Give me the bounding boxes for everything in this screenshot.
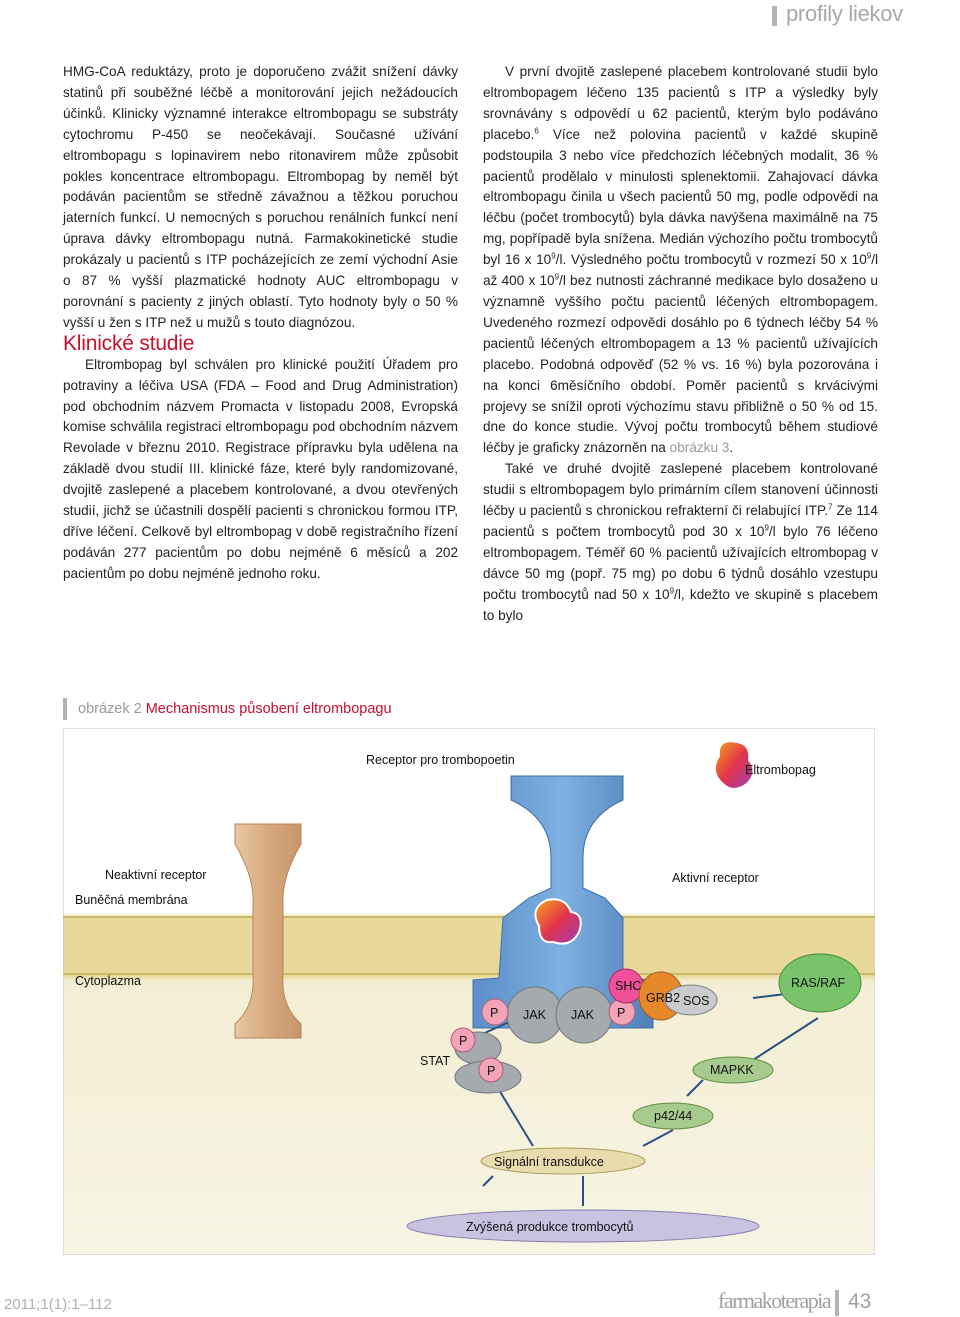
- header-bar: [772, 6, 777, 26]
- sos-label: SOS: [683, 994, 710, 1008]
- mechanism-diagram: [63, 728, 875, 1255]
- receptor-label: Receptor pro trombopoetin: [366, 753, 515, 767]
- stat-label: STAT: [420, 1054, 451, 1068]
- membrane-label: Buněčná membrána: [75, 893, 188, 907]
- reference: 6: [534, 126, 539, 136]
- output-label: Zvýšená produkce trombocytů: [466, 1220, 634, 1234]
- phospho-label: P: [487, 1064, 496, 1078]
- figure-reference[interactable]: obrázku 3: [669, 440, 730, 456]
- active-receptor-label: Aktivní receptor: [672, 871, 759, 885]
- eltrombopag-label: Eltrombopag: [745, 763, 816, 777]
- cytoplasm-label: Cytoplazma: [75, 974, 141, 988]
- inactive-receptor-label: Neaktivní receptor: [105, 868, 207, 882]
- figure-bar: [63, 698, 67, 720]
- jak-label: JAK: [571, 1008, 594, 1022]
- page-number: 43: [848, 1290, 872, 1313]
- paragraph: V první dvojitě zaslepené placebem kontrolované studii bylo eltrombopagem léčeno 135 pacientů s ITP a výsledky byly srovnávány s odpovědí u 62 pacientů, kterým bylo podáváno placebo.$^6$ Více než polovina pacientů v každé skupině podstoupila 3 nebo více předchozích léčebných modalit, 36 % pacientů prodělalo v minulosti splenektomii. Zahajovací dávka eltrombopagu činila u všech pacientů 50 mg, podle odpovědi na léčbu (počet trombocytů) byla dávka navýšena maximálně na 75 mg, popřípadě byla snížena. Medián výchozího počtu trombocytů byl 16 x $10^9/l$. Výsledného počtu trombocytů v rozmezí 50 x $10^9/l$ až 400 x $10^9/l$ bez nutnosti záchranné medikace bylo dosaženo u významně vyššího počtu pacientů léčených eltrombopagem. Uvedeného rozmezí odpovědi dosáhlo po 6 týdnech léčby 54 % pacientů léčených eltrombopagem a 13 % pacientů užívajících placebo. Podobná odpověď (52 % vs. 16 %) byla pozorována i na konci 6měsíčního období. Poměr pacientů s krvácivými projevy se snížil oproti výchozímu stavu přibližně o 50 % od 15. dne do konce studie. Vývoj počtu trombocytů během studiové léčby je graficky znázorněn na obrázku 3.: [483, 64, 879, 456]
- section-title: profily liekov: [786, 1, 903, 26]
- paragraph: HMG-CoA reduktázy, proto je doporučeno zvážit snížení dávky statinů při souběžné léčbě a monitorování jejich nežádoucích účinků. Klinicky významné interakce eltrombopagu se substráty cytochromu P-450 se neočekávají. Současné užívání eltrombopagu s lopinavirem nebo ritonavirem může způsobit pokles koncentrace eltrombopagu. Eltrombopag by neměl být podáván pacientům se středně závažnou a těžkou poruchou jaterních funkcí. U nemocných s poruchou renálních funkcí není úprava dávky eltrombopagu nutná. Farmakokinetické studie prokázaly u pacientů s ITP pocházejících ze zemí východní Asie o 87 % vyšší plazmatické hodnoty AUC eltrombopagu v porovnání s pacienty z jiných oblastí. Tyto hodnoty byly o 50 % vyšší u žen s ITP než u mužů s touto diagnózou.: [63, 64, 458, 330]
- paragraph: Také ve druhé dvojitě zaslepené placebem kontrolované studii s eltrombopagem bylo primárním cílem stanovení účinnosti léčby u pacientů s chronickou refrakterní či relabující ITP.$^7$ Ze 114 pacientů s počtem trombocytů pod 30 x $10^9/l$ bylo 76 léčeno eltrombopagem. Téměř 60 % pacientů užívajících eltrombopag v dávce 50 mg (popř. 75 mg) po dobu 6 týdnů dosáhlo vzestupu počtu trombocytů nad 50 x $10^9/l$, kdežto ve skupině s placebem to bylo: [483, 461, 878, 623]
- figure-caption: [78, 701, 392, 717]
- p4244-label: p42/44: [654, 1109, 693, 1123]
- signal-transduction-label: Signální transdukce: [494, 1155, 604, 1169]
- footer-bar: [835, 1290, 839, 1316]
- reference: 7: [828, 502, 833, 512]
- shc-label: SHC: [615, 979, 642, 993]
- phospho-label: P: [459, 1034, 468, 1048]
- section-heading: Klinické studie: [63, 331, 195, 355]
- diagram-background: [63, 728, 875, 1255]
- mapkk-label: MAPKK: [710, 1063, 754, 1077]
- citation: 2011;1(1):1–112: [4, 1296, 112, 1313]
- text-column-right: [483, 62, 878, 626]
- journal-logo: farmakoterapia: [718, 1288, 831, 1313]
- figure-title: Mechanismus působení eltrombopagu: [145, 701, 392, 717]
- jak-label: JAK: [523, 1008, 546, 1022]
- figure-label: obrázek 2: [78, 701, 142, 717]
- paragraph: Eltrombopag byl schválen pro klinické použití Úřadem pro potraviny a léčiva USA (FDA – Food and Drug Administration) pod obchodním názvem Promacta v listopadu 2008, Evropská komise schválila registraci eltrombopagu pod obchodním názvem Revolade v březnu 2010. Registrace přípravku byla udělena na základě dvou studií III. klinické fáze, které byly randomizované, dvojitě zaslepené a placebem kontrolované, a dvou otevřených studií, jichž se účastnili dospělí pacienti s chronickou formou ITP, dříve léčení. Celkově byl eltrombopag v době registračního řízení podáván 277 pacientům po dobu nejméně 6 měsíců a 202 pacientům po dobu nejméně jednoho roku.: [63, 356, 458, 581]
- text-column-left: [63, 62, 458, 585]
- phospho-label: P: [490, 1006, 499, 1020]
- phospho-label: P: [617, 1006, 626, 1020]
- grb2-label: GRB2: [646, 991, 681, 1005]
- rasraf-label: RAS/RAF: [791, 976, 846, 990]
